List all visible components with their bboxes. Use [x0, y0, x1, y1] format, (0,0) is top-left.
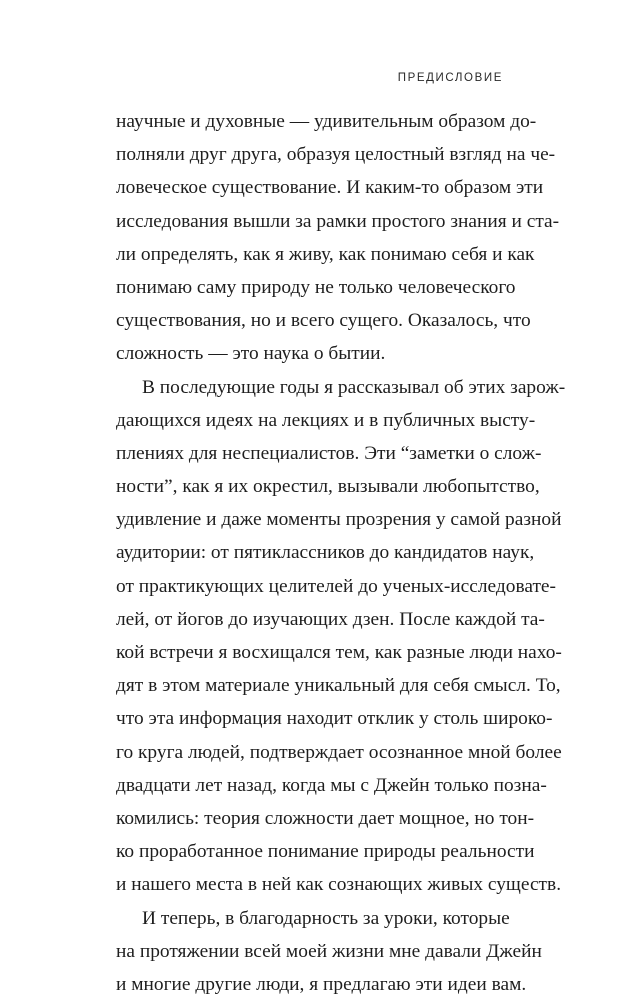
text-line: двадцати лет назад, когда мы с Джейн только позна-	[116, 774, 547, 796]
text-line: удивление и даже моменты прозрения у самой разной	[116, 509, 562, 531]
text-line: полняли друг друга, образуя целостный взгляд на че-	[116, 144, 556, 166]
text-line: научные и духовные — удивительным образом до-	[116, 111, 537, 132]
text-line: и нашего места в ней как сознающих живых существ.	[116, 874, 562, 896]
text-line: плениях для неспециалистов. Эти “заметки о слож-	[116, 442, 542, 464]
text-line: существования, но и всего сущего. Оказалось, что	[116, 310, 531, 332]
text-line: и многие другие люди, я предлагаю эти идеи вам.	[116, 973, 527, 995]
text-line: ности”, как я их окрестил, вызывали любопытство,	[116, 476, 540, 498]
text-line: аудитории: от пятиклассников до кандидатов наук,	[116, 542, 535, 564]
text-line: сложность — это наука о бытии.	[116, 343, 386, 365]
text-line: что эта информация находит отклик у столь широко-	[116, 708, 553, 730]
text-line: го круга людей, подтверждает осознанное мной более	[116, 741, 562, 763]
text-line: на протяжении всей моей жизни мне давали Джейн	[116, 940, 542, 962]
text-line: ловеческое существование. И каким-то образом эти	[116, 177, 544, 199]
text-line: дающихся идеях на лекциях и в публичных высту-	[116, 409, 536, 431]
body-text	[116, 105, 566, 1001]
text-line: дят в этом материале уникальный для себя смысл. То,	[116, 675, 561, 697]
text-line: ли определять, как я живу, как понимаю себя и как	[116, 243, 535, 265]
text-line: В последующие годы я рассказывал об этих зарож-	[142, 376, 566, 398]
text-line: И теперь, в благодарность за уроки, которые	[142, 907, 510, 929]
text-line: ко проработанное понимание природы реальности	[116, 841, 535, 863]
text-line: комились: теория сложности дает мощное, но тон-	[116, 807, 535, 829]
text-line: кой встречи я восхищался тем, как разные люди нахо-	[116, 642, 562, 663]
text-line: понимаю саму природу не только человеческого	[116, 276, 516, 298]
text-line: лей, от йогов до изучающих дзен. После каждой та-	[116, 608, 545, 630]
running-header: ПРЕДИСЛОВИЕ	[397, 72, 503, 84]
text-line: исследования вышли за рамки простого знания и ста-	[116, 210, 560, 232]
text-line: от практикующих целителей до ученых-исследовате-	[116, 575, 556, 597]
